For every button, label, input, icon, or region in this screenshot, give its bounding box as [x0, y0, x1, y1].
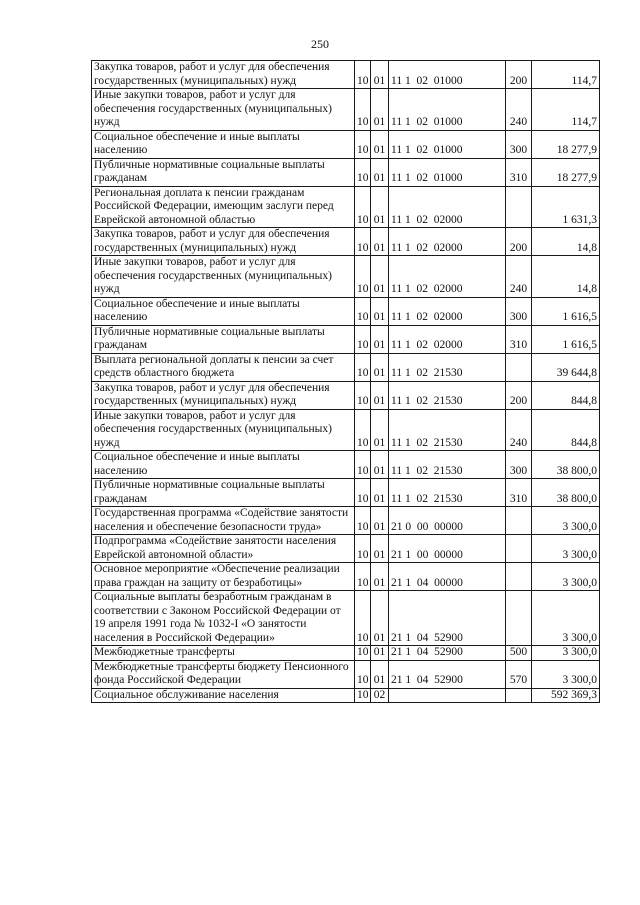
row-section-code: 10	[355, 646, 371, 661]
row-expense-type-code	[506, 688, 532, 703]
row-subsection-code: 01	[371, 535, 389, 563]
row-section-code: 10	[355, 256, 371, 298]
row-section-code: 10	[355, 325, 371, 353]
row-target-article-code: 21 1 04 52900	[389, 591, 506, 646]
row-section-code: 10	[355, 507, 371, 535]
row-amount: 39 644,8	[532, 353, 600, 381]
row-name: Закупка товаров, работ и услуг для обеспечения государственных (муниципальных) нужд	[92, 61, 355, 89]
row-name: Социальное обеспечение и иные выплаты населению	[92, 297, 355, 325]
row-expense-type-code: 500	[506, 646, 532, 661]
table-row	[92, 186, 600, 228]
row-name: Государственная программа «Содействие занятости населения и обеспечение безопасности труда»	[92, 507, 355, 535]
row-target-article-code: 21 1 04 52900	[389, 646, 506, 661]
row-target-article-code: 11 1 02 01000	[389, 130, 506, 158]
row-subsection-code: 01	[371, 297, 389, 325]
row-section-code: 10	[355, 563, 371, 591]
row-subsection-code: 01	[371, 89, 389, 131]
row-amount: 3 300,0	[532, 535, 600, 563]
row-name: Выплата региональной доплаты к пенсии за счет средств областного бюджета	[92, 353, 355, 381]
row-section-code: 10	[355, 660, 371, 688]
row-section-code: 10	[355, 353, 371, 381]
row-subsection-code: 01	[371, 409, 389, 451]
row-target-article-code: 11 1 02 21530	[389, 381, 506, 409]
row-expense-type-code: 300	[506, 130, 532, 158]
table-row	[92, 158, 600, 186]
budget-table-body	[92, 61, 600, 703]
row-name: Межбюджетные трансферты	[92, 646, 355, 661]
row-amount: 3 300,0	[532, 591, 600, 646]
row-subsection-code: 01	[371, 563, 389, 591]
row-amount: 1 631,3	[532, 186, 600, 228]
row-target-article-code: 11 1 02 01000	[389, 61, 506, 89]
row-target-article-code: 11 1 02 02000	[389, 256, 506, 298]
row-target-article-code: 11 1 02 21530	[389, 353, 506, 381]
row-amount: 3 300,0	[532, 646, 600, 661]
row-subsection-code: 01	[371, 381, 389, 409]
row-subsection-code: 01	[371, 660, 389, 688]
row-expense-type-code	[506, 507, 532, 535]
row-subsection-code: 01	[371, 61, 389, 89]
row-subsection-code: 01	[371, 479, 389, 507]
row-target-article-code: 11 1 02 02000	[389, 297, 506, 325]
row-target-article-code: 11 1 02 01000	[389, 158, 506, 186]
row-subsection-code: 01	[371, 325, 389, 353]
row-target-article-code: 21 1 04 00000	[389, 563, 506, 591]
row-expense-type-code	[506, 591, 532, 646]
row-amount: 844,8	[532, 409, 600, 451]
row-name: Закупка товаров, работ и услуг для обеспечения государственных (муниципальных) нужд	[92, 228, 355, 256]
row-section-code: 10	[355, 591, 371, 646]
row-expense-type-code	[506, 186, 532, 228]
row-target-article-code: 11 1 02 01000	[389, 89, 506, 131]
row-expense-type-code: 240	[506, 409, 532, 451]
row-target-article-code: 21 1 00 00000	[389, 535, 506, 563]
row-amount: 114,7	[532, 89, 600, 131]
row-target-article-code: 21 0 00 00000	[389, 507, 506, 535]
row-subsection-code: 01	[371, 646, 389, 661]
table-row	[92, 130, 600, 158]
table-row	[92, 325, 600, 353]
row-name: Подпрограмма «Содействие занятости населения Еврейской автономной области»	[92, 535, 355, 563]
row-expense-type-code: 300	[506, 297, 532, 325]
table-row	[92, 409, 600, 451]
row-name: Социальное обслуживание населения	[92, 688, 355, 703]
row-name: Иные закупки товаров, работ и услуг для обеспечения государственных (муниципальных) нужд	[92, 409, 355, 451]
table-row	[92, 563, 600, 591]
table-row	[92, 646, 600, 661]
table-row	[92, 451, 600, 479]
row-section-code: 10	[355, 479, 371, 507]
row-name: Публичные нормативные социальные выплаты гражданам	[92, 325, 355, 353]
row-expense-type-code: 310	[506, 325, 532, 353]
row-target-article-code: 11 1 02 02000	[389, 228, 506, 256]
row-amount: 1 616,5	[532, 325, 600, 353]
row-expense-type-code	[506, 563, 532, 591]
row-amount: 38 800,0	[532, 451, 600, 479]
row-target-article-code: 11 1 02 21530	[389, 409, 506, 451]
table-row	[92, 353, 600, 381]
row-section-code: 10	[355, 158, 371, 186]
row-name: Публичные нормативные социальные выплаты гражданам	[92, 479, 355, 507]
row-subsection-code: 02	[371, 688, 389, 703]
row-section-code: 10	[355, 688, 371, 703]
table-row	[92, 479, 600, 507]
row-name: Иные закупки товаров, работ и услуг для обеспечения государственных (муниципальных) нужд	[92, 256, 355, 298]
row-subsection-code: 01	[371, 256, 389, 298]
row-name: Региональная доплата к пенсии гражданам Российской Федерации, имеющим заслуги перед Еврейской автономной областью	[92, 186, 355, 228]
table-row	[92, 535, 600, 563]
row-expense-type-code: 300	[506, 451, 532, 479]
table-row	[92, 256, 600, 298]
table-row	[92, 228, 600, 256]
row-amount: 3 300,0	[532, 507, 600, 535]
row-amount: 3 300,0	[532, 660, 600, 688]
row-section-code: 10	[355, 535, 371, 563]
row-name: Межбюджетные трансферты бюджету Пенсионного фонда Российской Федерации	[92, 660, 355, 688]
row-expense-type-code: 240	[506, 89, 532, 131]
row-expense-type-code: 200	[506, 61, 532, 89]
row-section-code: 10	[355, 61, 371, 89]
table-row	[92, 660, 600, 688]
row-section-code: 10	[355, 130, 371, 158]
row-name: Публичные нормативные социальные выплаты гражданам	[92, 158, 355, 186]
row-target-article-code: 21 1 04 52900	[389, 660, 506, 688]
row-subsection-code: 01	[371, 186, 389, 228]
row-section-code: 10	[355, 409, 371, 451]
row-subsection-code: 01	[371, 130, 389, 158]
row-target-article-code	[389, 688, 506, 703]
row-amount: 18 277,9	[532, 130, 600, 158]
row-expense-type-code	[506, 353, 532, 381]
row-expense-type-code: 200	[506, 381, 532, 409]
row-section-code: 10	[355, 381, 371, 409]
row-amount: 3 300,0	[532, 563, 600, 591]
row-amount: 844,8	[532, 381, 600, 409]
row-amount: 14,8	[532, 228, 600, 256]
row-amount: 18 277,9	[532, 158, 600, 186]
table-row	[92, 591, 600, 646]
row-section-code: 10	[355, 228, 371, 256]
table-row	[92, 297, 600, 325]
table-row	[92, 61, 600, 89]
row-expense-type-code: 310	[506, 479, 532, 507]
row-name: Социальное обеспечение и иные выплаты населению	[92, 130, 355, 158]
row-amount: 592 369,3	[532, 688, 600, 703]
row-subsection-code: 01	[371, 228, 389, 256]
row-name: Социальные выплаты безработным гражданам в соответствии с Законом Российской Федерации от 19 апреля 1991 года № 1032-I «О занятости населения в Российской Федерации»	[92, 591, 355, 646]
page-number: 250	[311, 37, 329, 51]
row-subsection-code: 01	[371, 507, 389, 535]
row-name: Основное мероприятие «Обеспечение реализации права граждан на защиту от безработицы»	[92, 563, 355, 591]
row-expense-type-code: 570	[506, 660, 532, 688]
row-target-article-code: 11 1 02 02000	[389, 186, 506, 228]
row-name: Иные закупки товаров, работ и услуг для обеспечения государственных (муниципальных) нужд	[92, 89, 355, 131]
table-row	[92, 381, 600, 409]
row-section-code: 10	[355, 186, 371, 228]
budget-table	[91, 60, 600, 703]
row-section-code: 10	[355, 451, 371, 479]
row-section-code: 10	[355, 89, 371, 131]
row-subsection-code: 01	[371, 158, 389, 186]
row-amount: 1 616,5	[532, 297, 600, 325]
row-name: Социальное обеспечение и иные выплаты населению	[92, 451, 355, 479]
row-amount: 14,8	[532, 256, 600, 298]
table-row	[92, 507, 600, 535]
row-name: Закупка товаров, работ и услуг для обеспечения государственных (муниципальных) нужд	[92, 381, 355, 409]
row-expense-type-code: 200	[506, 228, 532, 256]
row-target-article-code: 11 1 02 21530	[389, 479, 506, 507]
row-subsection-code: 01	[371, 591, 389, 646]
row-expense-type-code	[506, 535, 532, 563]
table-row	[92, 89, 600, 131]
row-amount: 114,7	[532, 61, 600, 89]
table-row	[92, 688, 600, 703]
row-target-article-code: 11 1 02 21530	[389, 451, 506, 479]
row-section-code: 10	[355, 297, 371, 325]
row-subsection-code: 01	[371, 353, 389, 381]
row-target-article-code: 11 1 02 02000	[389, 325, 506, 353]
row-expense-type-code: 240	[506, 256, 532, 298]
row-expense-type-code: 310	[506, 158, 532, 186]
row-subsection-code: 01	[371, 451, 389, 479]
row-amount: 38 800,0	[532, 479, 600, 507]
